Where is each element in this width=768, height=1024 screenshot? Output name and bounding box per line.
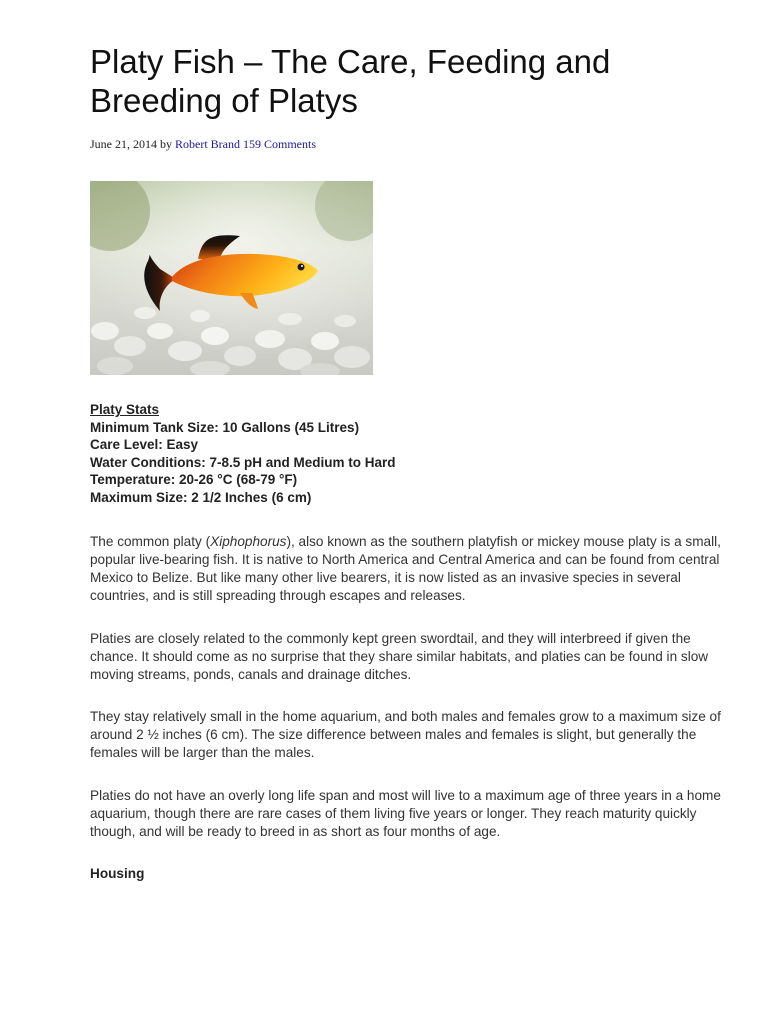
- paragraph: [90, 533, 735, 605]
- stats-heading: Platy Stats: [90, 402, 160, 417]
- paragraph-text: ), also known as the southern platyfish or mickey mouse platy is a small, popular live-bearing fish. It is native to North America and Central America and can be found from central Mexico to Belize. But like many other live bearers, it is now listed as an invasive species in several countries, and is still spreading through escapes and releases.: [90, 534, 721, 603]
- paragraph: They stay relatively small in the home aquarium, and both males and females grow to a maximum size of around 2 ½ inches (6 cm). The size difference between males and females is slight, but generally the females will be larger than the males.: [90, 709, 721, 760]
- stat-line: Water Conditions: 7-8.5 pH and Medium to Hard: [90, 454, 396, 470]
- article-meta: [90, 136, 316, 152]
- comments-link[interactable]: 159 Comments: [243, 137, 317, 151]
- section-heading-housing: Housing: [90, 866, 145, 881]
- author-link[interactable]: Robert Brand: [175, 137, 240, 151]
- paragraph: Platies do not have an overly long life span and most will live to a maximum age of three years in a home aquarium, though there are rare cases of them living five years or longer. They reach maturity quickly though, and will be ready to breed in as short as four months of age.: [90, 788, 721, 839]
- post-date: June 21, 2014: [90, 137, 157, 151]
- paragraph: Platies are closely related to the commonly kept green swordtail, and they will interbreed if given the chance. It should come as no surprise that they share similar habitats, and platies can be found in slow moving streams, ponds, canals and drainage ditches.: [90, 631, 709, 682]
- article-title: Platy Fish – The Care, Feeding and Breeding of Platys: [90, 43, 611, 119]
- by-label: by: [160, 137, 172, 151]
- stat-line: Care Level: Easy: [90, 437, 199, 453]
- platy-fish-photo: [90, 181, 373, 375]
- paragraph-text: The common platy (: [90, 534, 211, 549]
- platy-stats: [90, 401, 396, 507]
- stat-line: Temperature: 20-26 °C (68-79 °F): [90, 472, 298, 488]
- stat-line: Minimum Tank Size: 10 Gallons (45 Litres): [90, 419, 360, 435]
- stat-line: Maximum Size: 2 1/2 Inches (6 cm): [90, 489, 312, 505]
- species-name: Xiphophorus: [210, 534, 287, 549]
